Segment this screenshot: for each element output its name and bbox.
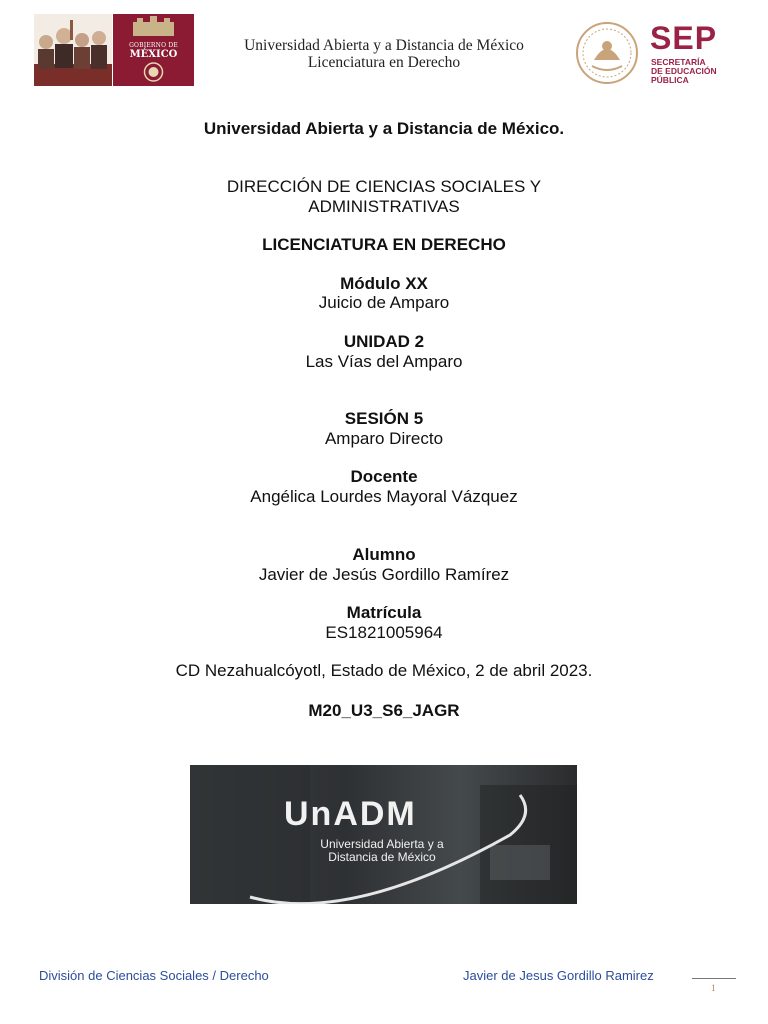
teacher-label: Docente [350,467,418,486]
sep-sub-line2: DE EDUCACIÓN [651,66,717,76]
student-name: Javier de Jesús Gordillo Ramírez [258,565,510,584]
gobierno-mexico-logo [34,14,194,86]
header-institution-text [200,37,568,71]
unadm-sub-line1: Universidad Abierta y a [320,837,444,851]
id-value: ES1821005964 [325,623,443,642]
header-line-1: Universidad Abierta y a Distancia de México [244,37,524,54]
gobierno-mexico-badge [113,14,194,86]
unadm-logo-text: UnADM [284,795,417,833]
page-header [0,0,768,100]
gob-logo-line1: GOBIERNO DE [129,42,178,49]
sep-sub-line1: SECRETARÍA [651,57,706,67]
teacher-name: Angélica Lourdes Mayoral Vázquez [250,487,518,506]
heroes-portraits-image [34,14,112,86]
university-title: Universidad Abierta y a Distancia de México. [203,119,565,138]
module-name: Juicio de Amparo [318,293,450,312]
session-label: SESIÓN 5 [344,409,424,428]
session-name: Amparo Directo [324,429,444,448]
footer-author: Javier de Jesus Gordillo Ramirez [463,968,654,983]
header-line-2: Licenciatura en Derecho [307,54,461,71]
unadm-logo-subtitle [302,838,462,864]
unadm-sub-line2: Distancia de México [328,850,436,864]
document-code: M20_U3_S6_JAGR [308,701,460,720]
gob-logo-line2: MÉXICO [129,49,178,60]
seal-icon [113,60,194,90]
direction-line-2: ADMINISTRATIVAS [308,197,460,216]
page-number: 1 [711,983,716,993]
unit-name: Las Vías del Amparo [305,352,463,371]
sep-subtitle [651,58,717,85]
direction-line-1: DIRECCIÓN DE CIENCIAS SOCIALES Y [226,177,542,196]
footer-division: División de Ciencias Sociales / Derecho [39,968,269,983]
place-date: CD Nezahualcóyotl, Estado de México, 2 de abril 2023. [175,661,593,680]
student-label: Alumno [352,545,416,564]
national-seal-icon [572,20,642,86]
sep-sub-line3: PÚBLICA [651,75,689,85]
sep-title: SEP [650,20,718,56]
degree-title: LICENCIATURA EN DERECHO [262,235,506,254]
sep-logo [572,20,732,90]
module-label: Módulo XX [340,274,428,293]
footer-divider [692,978,736,979]
id-label: Matrícula [346,603,422,622]
unit-label: UNIDAD 2 [343,332,425,351]
unadm-banner-image [190,765,577,904]
